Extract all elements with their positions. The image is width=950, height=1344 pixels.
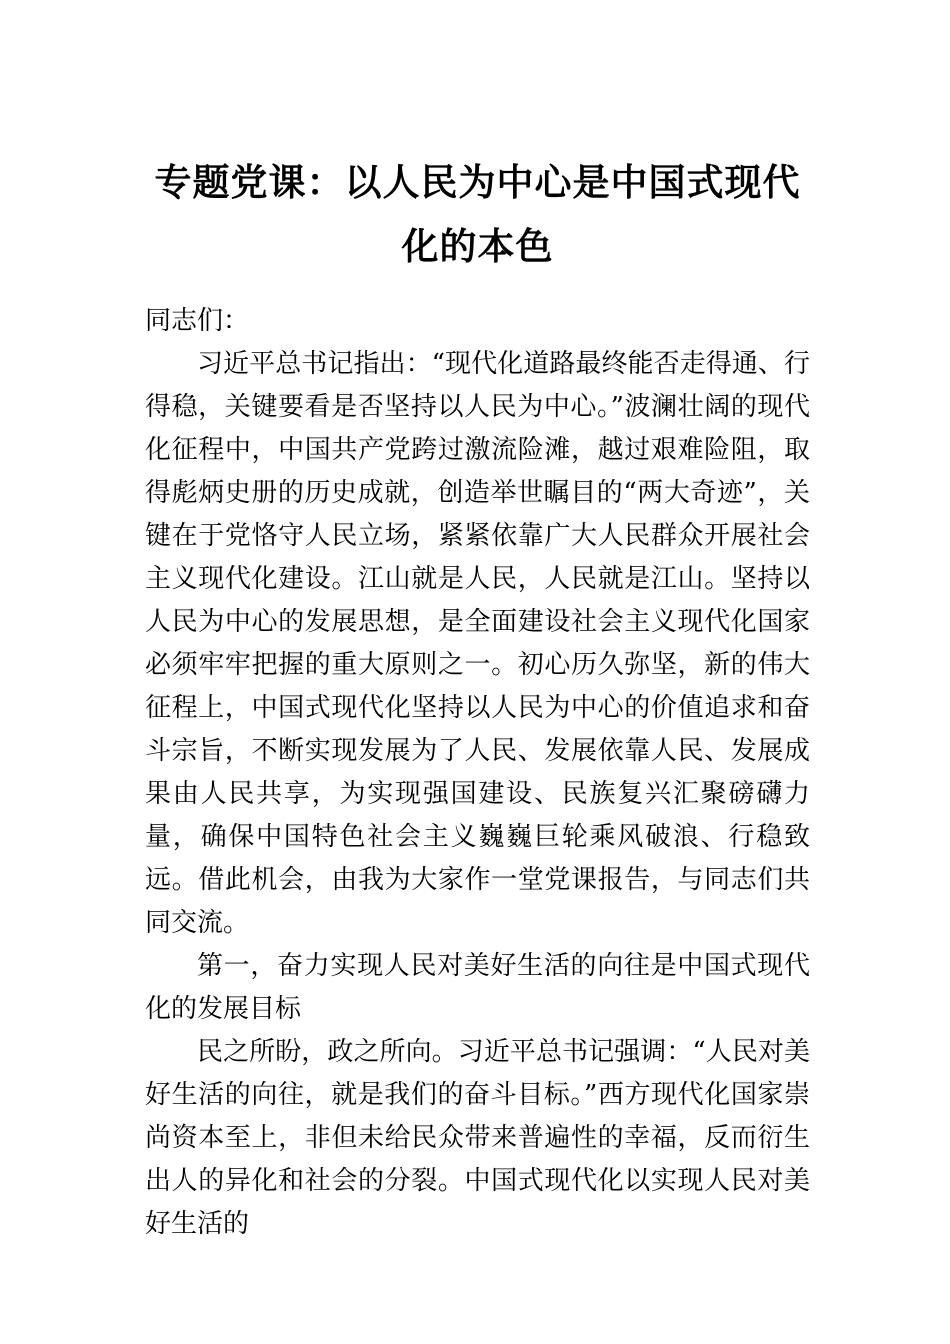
section-heading-1: 第一，奋力实现人民对美好生活的向往是中国式现代化的发展目标 (145, 951, 810, 1024)
paragraph-section-1: 民之所盼，政之所向。习近平总书记强调：“人民对美好生活的向往，就是我们的奋斗目标。”西方现代化国家崇尚资本至上，非但未给民众带来普遍性的幸福，反而衍生出人的异化和社会的分裂。中国式现代化以实现人民对美好生活的 (145, 1037, 810, 1239)
document-body (145, 300, 810, 1246)
document-page (145, 0, 810, 1246)
salutation: 同志们： (145, 306, 250, 336)
paragraph-intro: 习近平总书记指出：“现代化道路最终能否走得通、行得稳，关键要看是否坚持以人民为中心。”波澜壮阔的现代化征程中，中国共产党跨过激流险滩，越过艰难险阻，取得彪炳史册的历史成就，创造举世瞩目的“两大奇迹”，关键在于党恪守人民立场，紧紧依靠广大人民群众开展社会主义现代化建设。江山就是人民，人民就是江山。坚持以人民为中心的发展思想，是全面建设社会主义现代化国家必须牢牢把握的重大原则之一。初心历久弥坚，新的伟大征程上，中国式现代化坚持以人民为中心的价值追求和奋斗宗旨，不断实现发展为了人民、发展依靠人民、发展成果由人民共享，为实现强国建设、民族复兴汇聚磅礴力量，确保中国特色社会主义巍巍巨轮乘风破浪、行稳致远。借此机会，由我为大家作一堂党课报告，与同志们共同交流。 (145, 349, 810, 938)
document-title: 专题党课：以人民为中心是中国式现代化的本色 (154, 160, 801, 268)
